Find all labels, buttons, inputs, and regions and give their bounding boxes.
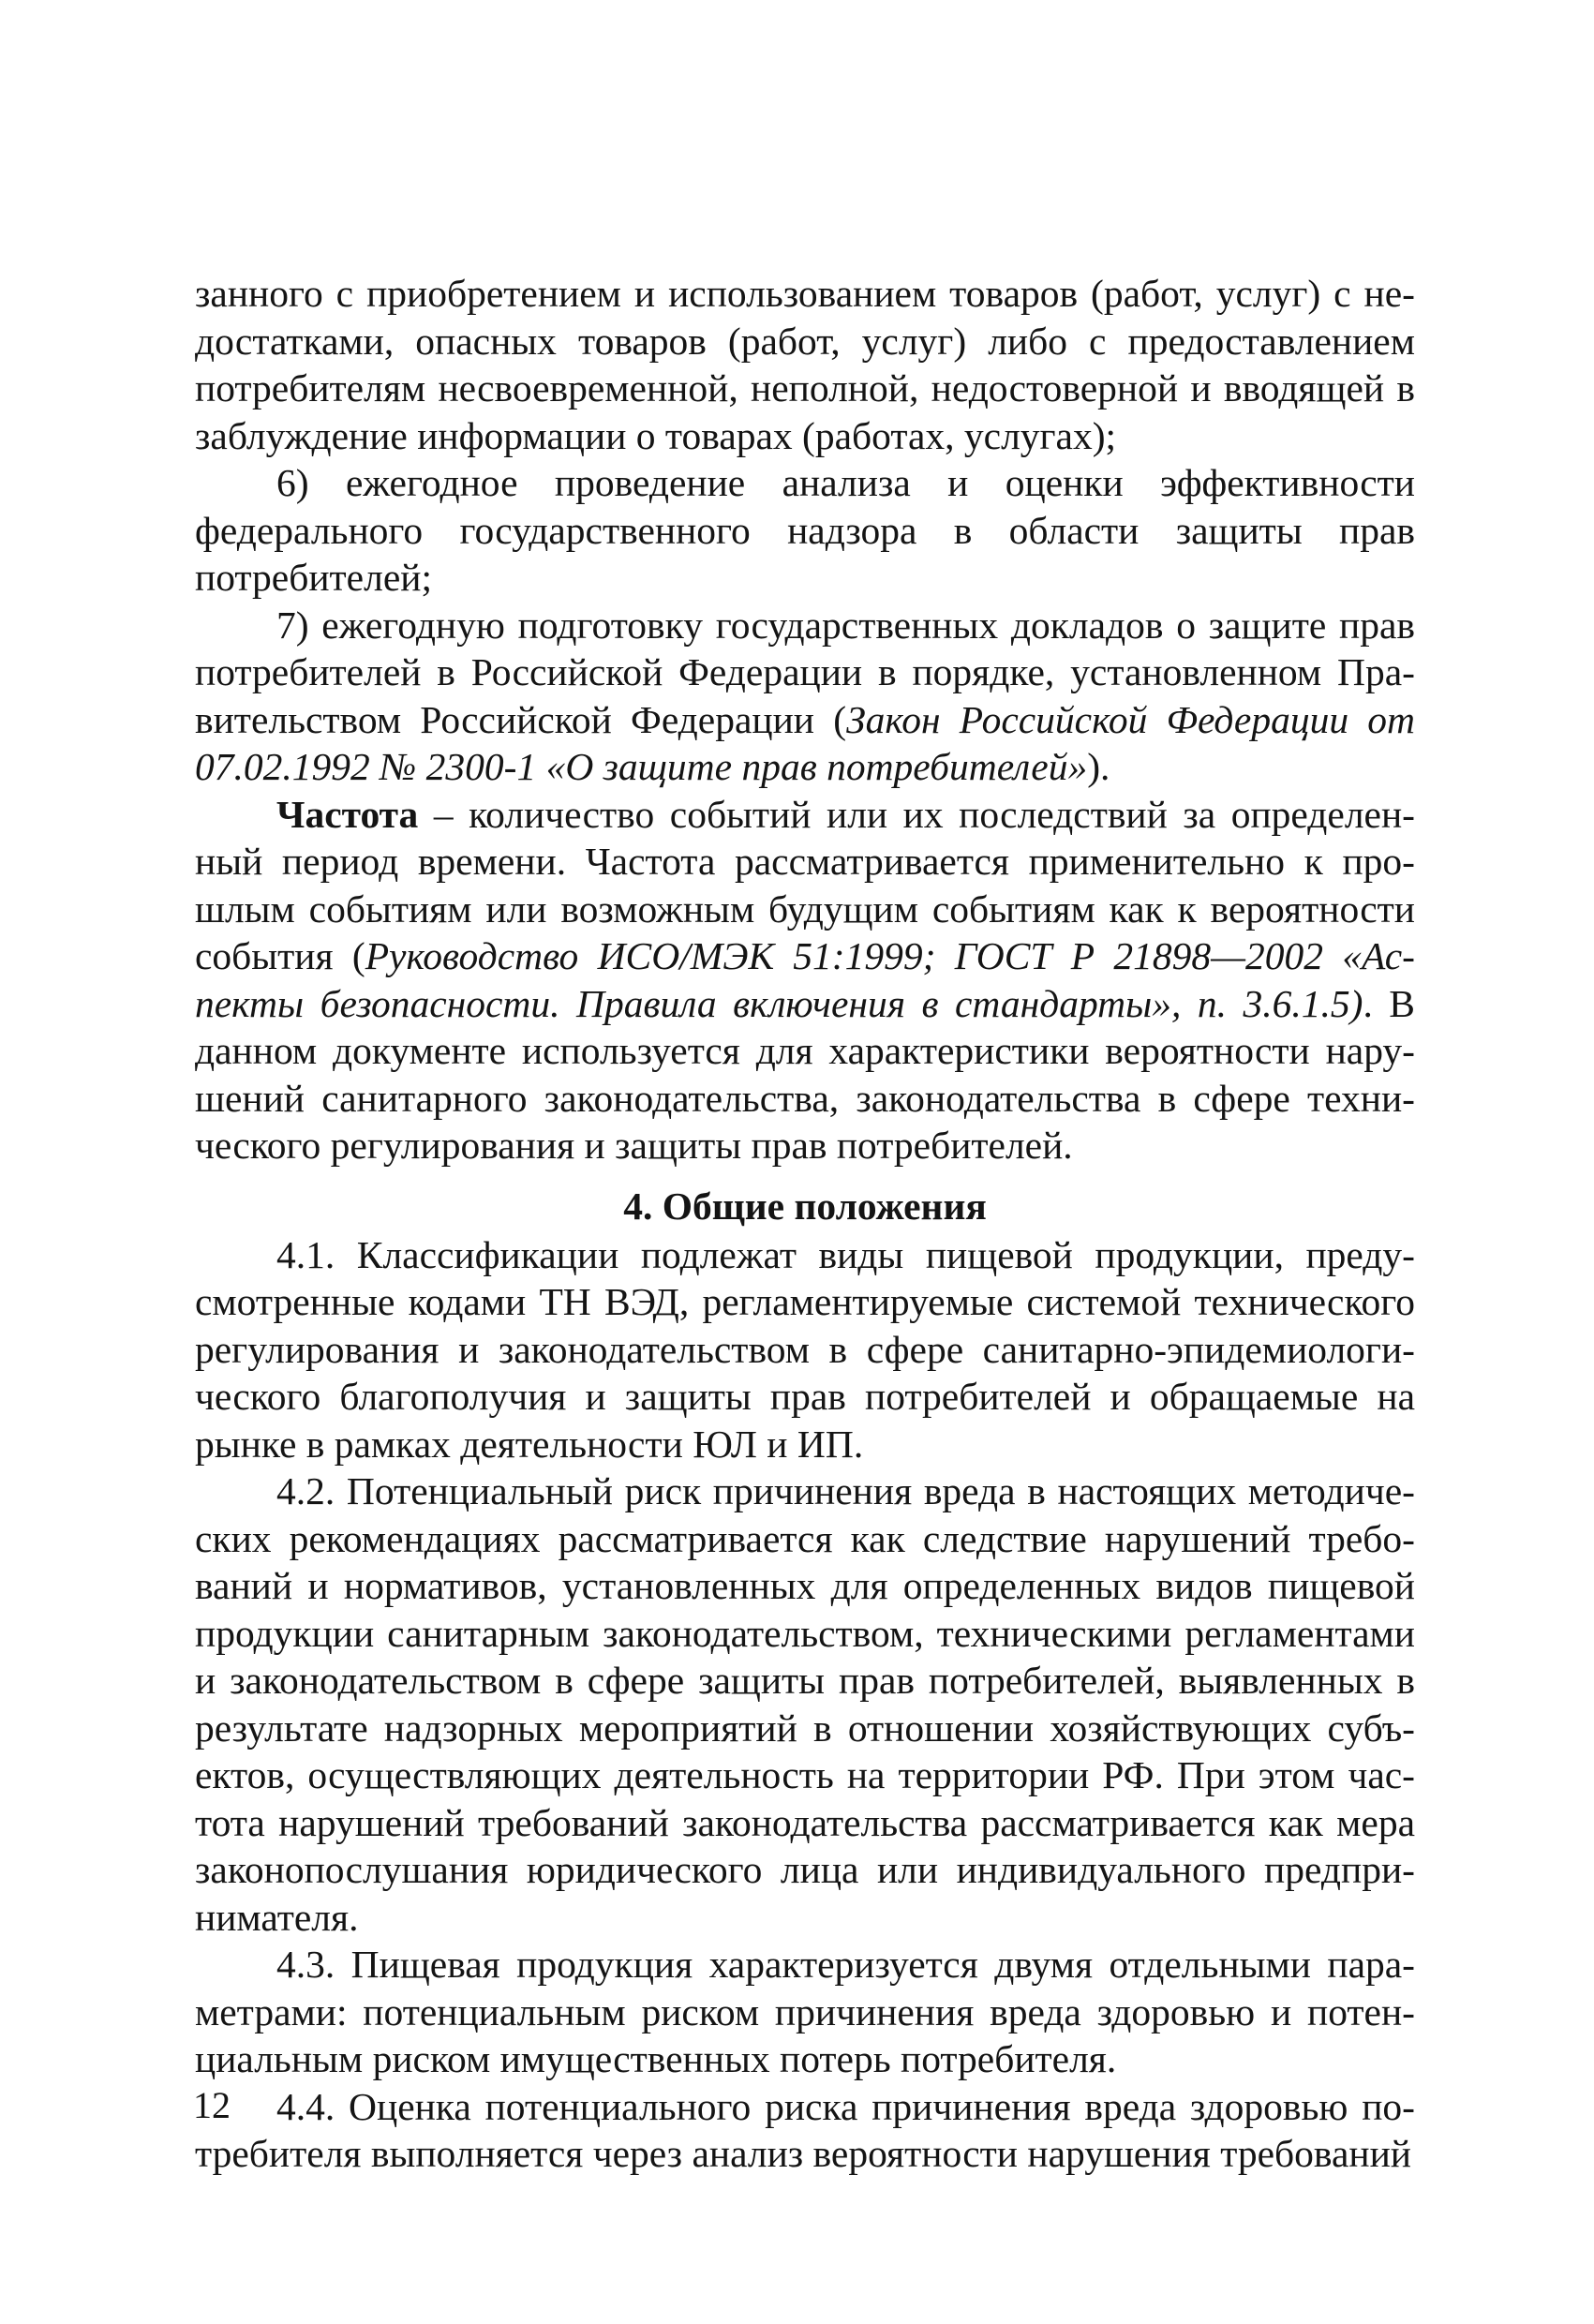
list-item-6: 6) ежегодное проведение анализа и оценки эффективности федерального государственного надзора в области защиты прав потребителей;	[195, 461, 1415, 599]
list-item-7	[195, 602, 1415, 791]
definition-term: Частота	[276, 792, 419, 836]
definition-frequency	[195, 791, 1415, 1169]
clause-4-3: 4.3. Пищевая продукция характеризуется двумя отдельными параметрами: потенциальным риском причинения вреда здоровью и потенциальным риском имущественных потерь потребителя.	[195, 1943, 1415, 2080]
paragraph-continuation: занного с приобретением и использованием товаров (работ, услуг) с недостатками, опасных товаров (работ, услуг) либо с предоставлением потребителям несвоевременной, неполной, недостоверной и вводящей в заблуждение информации о товарах (работах, услугах);	[195, 272, 1415, 457]
definition-text-end: . В данном документе используется для характеристики вероятности нарушений санитарного законодательства, законодательства в сфере технического регулирования и защиты прав потребителей.	[195, 981, 1415, 1167]
clause-4-2: 4.2. Потенциальный риск причинения вреда в настоящих методических рекомендациях рассматривается как следствие нарушений требований и нормативов, установленных для определенных видов пищевой продукции санитарным законодательством, техническими регламентами и законодательством в сфере защиты прав потребителей, выявленных в результате надзорных мероприятий в отношении хозяйствующих субъектов, осуществляющих деятельность на территории РФ. При этом частота нарушений требований законодательства рассматривается как мера законопослушания юридического лица или индивидуального предпринимателя.	[195, 1469, 1415, 1939]
standard-reference: Руководство ИСО/МЭК 51:1999; ГОСТ Р 21898—2002 «Аспекты безопасности. Правила включения в стандарты», п. 3.6.1.5)	[195, 934, 1415, 1025]
definition-text: – количество событий или их последствий за определенный период времени. Частота рассматривается применительно к прошлым событиям или возможным будущим событиям как к вероятности события (	[195, 792, 1415, 977]
section-heading: 4. Общие положения	[623, 1184, 987, 1228]
list-item-7-text: 7) ежегодную подготовку государственных докладов о защите прав потребителей в Российской Федерации в порядке, установленном Правительством Российской Федерации (	[195, 603, 1415, 741]
clause-4-1: 4.1. Классификации подлежат виды пищевой продукции, предусмотренные кодами ТН ВЭД, регламентируемые системой технического регулирования и законодательством в сфере санитарно-эпидемиологического благополучия и защиты прав потребителей и обращаемые на рынке в рамках деятельности ЮЛ и ИП.	[195, 1232, 1415, 1466]
clause-4-4: 4.4. Оценка потенциального риска причинения вреда здоровью потребителя выполняется через анализ вероятности нарушения требований	[195, 2084, 1415, 2175]
list-item-7-end: ).	[1087, 745, 1110, 788]
page-body	[195, 270, 1415, 2178]
law-reference: Закон Российской Федерации от 07.02.1992 № 2300-1 «О защите прав потребителей»	[195, 697, 1416, 788]
page-number: 12	[193, 2084, 231, 2126]
